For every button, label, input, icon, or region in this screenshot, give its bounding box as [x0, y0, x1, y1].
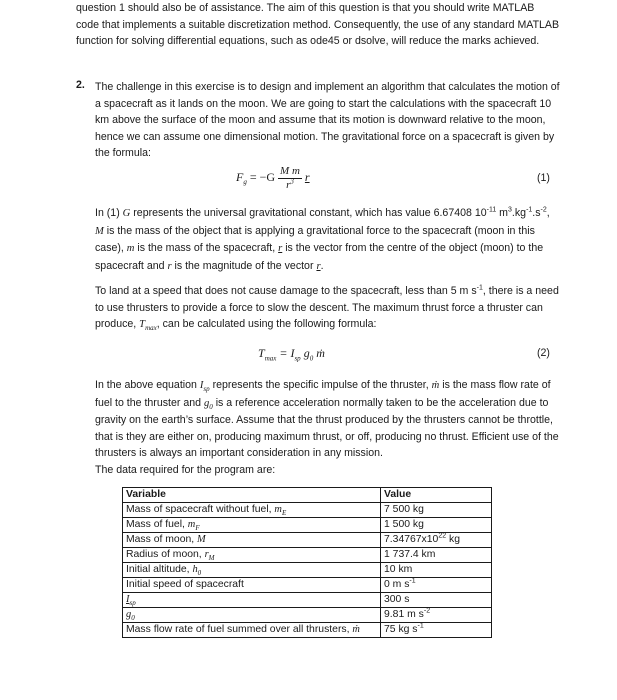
table-cell-value: 75 kg $s^{-1}$ [381, 623, 492, 638]
eq1-denominator-exp: 3 [290, 177, 294, 186]
table-row [123, 578, 492, 593]
table-header-value: Value [381, 488, 492, 503]
table-cell-value: 1 737.4 km [381, 548, 492, 563]
eq1-vector: r [304, 169, 310, 184]
equation-2-number: (2) [537, 347, 550, 359]
question-number: 2. [76, 79, 85, 91]
table-cell-variable: $I_{sp}$ [123, 593, 381, 608]
table-header-row [123, 488, 492, 503]
table-cell-value: 300 s [381, 593, 492, 608]
table-cell-variable: Mass of fuel, $m_F$ [123, 518, 381, 533]
eq1-lhs: F [236, 169, 244, 184]
table-cell-variable: Mass flow rate of fuel summed over all thrusters, ṁ [123, 623, 381, 638]
eq1-lhs-sub: g [243, 178, 247, 187]
table-row [123, 518, 492, 533]
table-cell-variable: Initial speed of spacecraft [123, 578, 381, 593]
eq1-rhs-prefix: = −G [249, 169, 276, 184]
table-cell-value: 1 500 kg [381, 518, 492, 533]
intro-paragraph: question 1 should also be of assistance. The aim of this question is that you should write MATLAB code that implements a suitable discretization method. Consequently, the use of any standard MATLAB function for solving differential equations, such as ode45 or dsolve, will reduce the marks achieved. [76, 2, 560, 47]
question-intro-paragraph: The challenge in this exercise is to design and implement an algorithm that calculates the motion of a spacecraft as it lands on the moon. We are going to start the calculations with the spacecraft 10 km above the surface of the moon and assume that its motion is downward relative to the moon, hence we can assume one dimensional motion. The gravitational force on a spacecraft is given by the formula: [95, 81, 560, 159]
table-cell-value: $7.34767x10^{22}$ kg [381, 533, 492, 548]
equation-1 [236, 165, 310, 191]
specific-impulse-paragraph: In the above equation $I_{sp}$ represents the specific impulse of the thruster, ṁ is the mass flow rate of fuel to the thruster and $g_0$ is a reference acceleration normally taken to be the acceleration due to gravity on the earth’s surface. Assume that the thrust produced by the thrusters cannot be throttle, that is they are either on, producing maximum thrust, or off, producing no thrust. Efficient use of the thrusters is always an important consideration in any mission. [95, 379, 559, 459]
equation-1-number: (1) [537, 172, 550, 184]
table-row [123, 623, 492, 638]
table-cell-variable: Mass of moon, M [123, 533, 381, 548]
table-row [123, 503, 492, 518]
table-row [123, 563, 492, 578]
eq1-numerator: M m [280, 165, 300, 177]
eq1-fraction [278, 165, 302, 191]
table-row [123, 593, 492, 608]
data-intro-text: The data required for the program are: [95, 464, 276, 476]
equation-2: $T_{max} = I_{sp}$ $g_0$ ṁ [258, 346, 325, 363]
table-cell-value: 9.81 m $s^{-2}$ [381, 608, 492, 623]
table-cell-variable: $g_0$ [123, 608, 381, 623]
table-cell-value: 7 500 kg [381, 503, 492, 518]
table-cell-value: 0 m $s^{-1}$ [381, 578, 492, 593]
table-header-variable: Variable [123, 488, 381, 503]
table-row [123, 608, 492, 623]
table-row [123, 533, 492, 548]
table-cell-variable: Initial altitude, $h_0$ [123, 563, 381, 578]
table-cell-variable: Mass of spacecraft without fuel, $m_E$ [123, 503, 381, 518]
table-cell-value: 10 km [381, 563, 492, 578]
thrust-paragraph: To land at a speed that does not cause damage to the spacecraft, less than 5 m $s^{-1}$, there is a need to use thrusters to provide a force to slow the descent. The maximum thrust force a thruster can produce, $T_{max}$, can be calculated using the following formula: [95, 284, 559, 333]
eq1-denominator: $r^3$ [286, 177, 294, 191]
gravitational-constant-paragraph: In (1) G represents the universal gravitational constant, which has value 6.67408 $10^{-11}$ $m^3.kg^{-1}.s^{-2}$, M is the mass of the object that is applying a gravitational force to the spacecraft (moon in this case), m is the mass of the spacecraft, r is the vector from the centre of the object (moon) to the spacecraft and r is the magnitude of the vector r. [95, 206, 550, 272]
table-cell-variable: Radius of moon, $r_M$ [123, 548, 381, 563]
data-table [122, 487, 492, 638]
table-row [123, 548, 492, 563]
